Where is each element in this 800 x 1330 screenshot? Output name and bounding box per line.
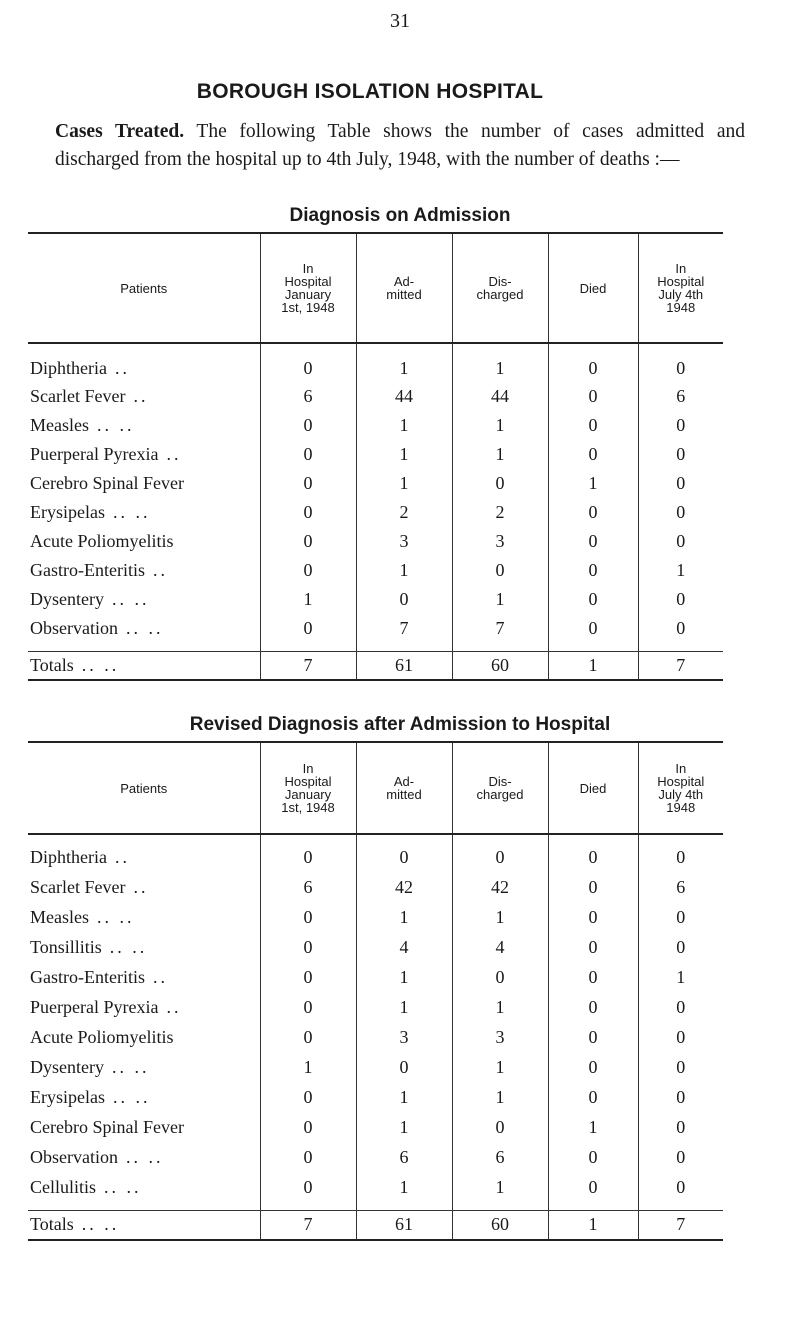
table-row: [28, 1022, 723, 1052]
cell-jan: 0: [260, 343, 356, 382]
cell-discharged: 60: [452, 651, 548, 680]
page-title: BOROUGH ISOLATION HOSPITAL: [196, 80, 544, 103]
patient-name: [28, 498, 260, 527]
spacer-cell: [452, 1202, 548, 1210]
patient-name: [28, 1142, 260, 1172]
cell-jul: 6: [638, 872, 723, 902]
cell-discharged: 1: [452, 585, 548, 614]
col-in-hospital-jan: In Hospital January 1st, 1948: [260, 233, 356, 343]
patient-name: [28, 411, 260, 440]
cell-jul: 1: [638, 962, 723, 992]
cell-discharged: 1: [452, 440, 548, 469]
totals-row: [28, 1210, 723, 1240]
cell-admitted: 1: [356, 411, 452, 440]
cell-discharged: 4: [452, 932, 548, 962]
leader-dots: ..: [114, 357, 130, 378]
cell-jan: 0: [260, 932, 356, 962]
leader-dots: .. ..: [96, 415, 135, 435]
name-text: Erysipelas: [30, 502, 105, 522]
cell-discharged: 44: [452, 382, 548, 411]
cell-discharged: 1: [452, 1172, 548, 1202]
name-text: Cerebro Spinal Fever: [30, 1116, 184, 1137]
col-discharged: Dis- charged: [452, 233, 548, 343]
intro-lead: Cases Treated.: [55, 121, 185, 142]
cell-jul: 0: [638, 834, 723, 872]
cell-jan: 0: [260, 440, 356, 469]
table-row: [28, 343, 723, 382]
table-row: [28, 498, 723, 527]
cell-discharged: 0: [452, 962, 548, 992]
patient-name: [28, 382, 260, 411]
cell-died: 1: [548, 1210, 638, 1240]
cell-admitted: 0: [356, 1052, 452, 1082]
patient-name: [28, 651, 260, 680]
name-text: Scarlet Fever: [30, 876, 126, 897]
col-admitted: Ad- mitted: [356, 233, 452, 343]
name-text: Gastro-Enteritis: [30, 966, 145, 987]
cell-died: 0: [548, 992, 638, 1022]
name-text: Cerebro Spinal Fever: [30, 473, 184, 493]
cell-discharged: 1: [452, 343, 548, 382]
cell-jan: 1: [260, 1052, 356, 1082]
cell-jan: 7: [260, 1210, 356, 1240]
cell-admitted: 1: [356, 1112, 452, 1142]
cell-discharged: 1: [452, 1082, 548, 1112]
cell-jan: 0: [260, 614, 356, 643]
cell-died: 1: [548, 469, 638, 498]
patient-name: [28, 1022, 260, 1052]
cell-discharged: 1: [452, 1052, 548, 1082]
cell-jan: 0: [260, 1022, 356, 1052]
cell-died: 0: [548, 343, 638, 382]
cell-died: 0: [548, 1172, 638, 1202]
cell-jul: 7: [638, 651, 723, 680]
cell-jul: 0: [638, 498, 723, 527]
table-row: [28, 1112, 723, 1142]
patient-name: [28, 992, 260, 1022]
cell-died: 0: [548, 1142, 638, 1172]
cell-discharged: 0: [452, 834, 548, 872]
patient-name: [28, 1112, 260, 1142]
table-row: [28, 411, 723, 440]
cell-jan: 0: [260, 498, 356, 527]
leader-dots: .. ..: [104, 1176, 142, 1197]
cell-admitted: 7: [356, 614, 452, 643]
cell-jan: 0: [260, 902, 356, 932]
table2-subtitle: Revised Diagnosis after Admission to Hospital: [189, 714, 611, 735]
table-row: [28, 872, 723, 902]
cell-discharged: 1: [452, 411, 548, 440]
name-text: Diphtheria: [30, 847, 107, 867]
table-row: [28, 585, 723, 614]
table-row: [28, 382, 723, 411]
leader-dots: .. ..: [81, 1214, 120, 1235]
cell-died: 0: [548, 902, 638, 932]
leader-dots: .. ..: [125, 618, 164, 638]
spacer-cell: [452, 643, 548, 651]
col-discharged: Dis- charged: [452, 742, 548, 834]
cell-discharged: 0: [452, 469, 548, 498]
spacer-cell: [638, 643, 723, 651]
cell-jul: 0: [638, 1112, 723, 1142]
col-in-hospital-jan: In Hospital January 1st, 1948: [260, 742, 356, 834]
col-patients: Patients: [28, 233, 260, 343]
spacer-cell: [356, 643, 452, 651]
cell-jul: 0: [638, 469, 723, 498]
table-row: [28, 992, 723, 1022]
cell-discharged: 1: [452, 902, 548, 932]
leader-dots: .. ..: [111, 1056, 150, 1077]
cell-died: 0: [548, 872, 638, 902]
cell-jul: 0: [638, 1142, 723, 1172]
name-text: Acute Poliomyelitis: [30, 1026, 174, 1047]
cell-jan: 0: [260, 834, 356, 872]
totals-row: [28, 651, 723, 680]
cell-jul: 7: [638, 1210, 723, 1240]
cell-jul: 0: [638, 1052, 723, 1082]
cell-admitted: 1: [356, 469, 452, 498]
spacer-cell: [548, 1202, 638, 1210]
cell-admitted: 1: [356, 440, 452, 469]
name-text: Tonsillitis: [30, 936, 102, 957]
patient-name: [28, 1210, 260, 1240]
table-row: [28, 1172, 723, 1202]
leader-dots: .. ..: [111, 589, 150, 609]
table-row: [28, 932, 723, 962]
cell-admitted: 1: [356, 962, 452, 992]
patient-name: [28, 556, 260, 585]
cell-jan: 0: [260, 411, 356, 440]
cell-jan: 1: [260, 585, 356, 614]
name-text: Measles: [30, 906, 89, 927]
cell-admitted: 42: [356, 872, 452, 902]
leader-dots: .. ..: [81, 654, 120, 675]
patient-name: [28, 614, 260, 643]
leader-dots: ..: [152, 966, 168, 987]
patient-name: [28, 834, 260, 872]
table-row: [28, 902, 723, 932]
page-number: 31: [390, 10, 410, 32]
leader-dots: .. ..: [125, 1146, 164, 1167]
leader-dots: ..: [133, 386, 149, 406]
patient-name: [28, 585, 260, 614]
patient-name: [28, 902, 260, 932]
name-text: Cellulitis: [30, 1176, 97, 1197]
cell-discharged: 0: [452, 1112, 548, 1142]
cell-jan: 0: [260, 962, 356, 992]
cell-jul: 6: [638, 382, 723, 411]
cell-died: 1: [548, 1112, 638, 1142]
leader-dots: ..: [114, 847, 130, 867]
cell-discharged: 2: [452, 498, 548, 527]
cell-died: 0: [548, 585, 638, 614]
patient-name: [28, 440, 260, 469]
spacer-row: [28, 643, 723, 651]
leader-dots: .. ..: [112, 502, 151, 522]
cell-jul: 0: [638, 1082, 723, 1112]
cell-died: 0: [548, 614, 638, 643]
cell-jan: 0: [260, 1142, 356, 1172]
name-text: Observation: [30, 618, 118, 638]
table-row: [28, 469, 723, 498]
cell-died: 0: [548, 411, 638, 440]
table1-subtitle: Diagnosis on Admission: [289, 205, 511, 226]
cell-jul: 0: [638, 343, 723, 382]
leader-dots: .. ..: [112, 1086, 151, 1107]
cell-died: 0: [548, 834, 638, 872]
spacer-cell: [260, 1202, 356, 1210]
cell-jan: 0: [260, 992, 356, 1022]
cell-admitted: 61: [356, 651, 452, 680]
leader-dots: ..: [133, 876, 149, 897]
cell-jan: 0: [260, 1112, 356, 1142]
cell-admitted: 6: [356, 1142, 452, 1172]
table-row: [28, 440, 723, 469]
name-text: Dysentery: [30, 589, 104, 609]
spacer-cell: [28, 1202, 260, 1210]
patient-name: [28, 1052, 260, 1082]
table-row: [28, 962, 723, 992]
cell-discharged: 7: [452, 614, 548, 643]
cell-discharged: 6: [452, 1142, 548, 1172]
table-row: [28, 527, 723, 556]
name-text: Puerperal Pyrexia: [30, 996, 159, 1017]
spacer-cell: [28, 643, 260, 651]
cell-admitted: 1: [356, 343, 452, 382]
col-died: Died: [548, 742, 638, 834]
cell-died: 0: [548, 527, 638, 556]
name-text: Totals: [30, 1214, 74, 1235]
cell-jul: 0: [638, 527, 723, 556]
name-text: Scarlet Fever: [30, 386, 126, 406]
table-row: [28, 834, 723, 872]
cell-jan: 0: [260, 556, 356, 585]
cell-jul: 0: [638, 440, 723, 469]
table-revised-diagnosis: [28, 741, 723, 1241]
name-text: Totals: [30, 654, 74, 675]
cell-jul: 0: [638, 411, 723, 440]
table-diagnosis-on-admission: [28, 232, 723, 681]
cell-died: 0: [548, 1022, 638, 1052]
cell-admitted: 3: [356, 1022, 452, 1052]
cell-discharged: 3: [452, 527, 548, 556]
cell-jul: 0: [638, 614, 723, 643]
cell-jan: 0: [260, 1082, 356, 1112]
cell-jul: 0: [638, 1022, 723, 1052]
cell-died: 0: [548, 962, 638, 992]
spacer-row: [28, 1202, 723, 1210]
cell-discharged: 0: [452, 556, 548, 585]
cell-jul: 0: [638, 902, 723, 932]
name-text: Erysipelas: [30, 1086, 105, 1107]
cell-jul: 1: [638, 556, 723, 585]
cell-admitted: 1: [356, 1082, 452, 1112]
cell-died: 0: [548, 382, 638, 411]
cell-died: 0: [548, 932, 638, 962]
name-text: Puerperal Pyrexia: [30, 444, 159, 464]
cell-jan: 0: [260, 469, 356, 498]
name-text: Dysentery: [30, 1056, 104, 1077]
table-row: [28, 1082, 723, 1112]
cell-died: 0: [548, 498, 638, 527]
patient-name: [28, 527, 260, 556]
cell-died: 0: [548, 1082, 638, 1112]
cell-admitted: 4: [356, 932, 452, 962]
col-died: Died: [548, 233, 638, 343]
cell-died: 0: [548, 440, 638, 469]
cell-admitted: 2: [356, 498, 452, 527]
spacer-cell: [638, 1202, 723, 1210]
name-text: Acute Poliomyelitis: [30, 531, 174, 551]
name-text: Diphtheria: [30, 357, 107, 378]
table-row: [28, 614, 723, 643]
leader-dots: ..: [152, 560, 168, 580]
intro-paragraph: [55, 118, 745, 174]
cell-discharged: 3: [452, 1022, 548, 1052]
intro-text: The following Table shows the number of cases admitted and discharged from the hospital up to 4th July, 1948, with the number of deaths :—: [55, 121, 745, 170]
table-row: [28, 1052, 723, 1082]
patient-name: [28, 962, 260, 992]
cell-jan: 6: [260, 382, 356, 411]
col-patients: Patients: [28, 742, 260, 834]
cell-jan: 7: [260, 651, 356, 680]
cell-admitted: 3: [356, 527, 452, 556]
leader-dots: ..: [166, 444, 182, 464]
cell-jul: 0: [638, 992, 723, 1022]
name-text: Gastro-Enteritis: [30, 560, 145, 580]
col-in-hospital-jul: In Hospital July 4th 1948: [638, 742, 723, 834]
cell-admitted: 1: [356, 556, 452, 585]
cell-admitted: 0: [356, 834, 452, 872]
cell-died: 1: [548, 651, 638, 680]
cell-jan: 0: [260, 1172, 356, 1202]
patient-name: [28, 872, 260, 902]
cell-admitted: 1: [356, 902, 452, 932]
cell-jan: 6: [260, 872, 356, 902]
cell-admitted: 44: [356, 382, 452, 411]
cell-jul: 0: [638, 932, 723, 962]
cell-discharged: 42: [452, 872, 548, 902]
cell-died: 0: [548, 1052, 638, 1082]
leader-dots: ..: [166, 996, 182, 1017]
col-admitted: Ad- mitted: [356, 742, 452, 834]
name-text: Observation: [30, 1146, 118, 1167]
col-in-hospital-jul: In Hospital July 4th 1948: [638, 233, 723, 343]
name-text: Measles: [30, 415, 89, 435]
cell-admitted: 0: [356, 585, 452, 614]
cell-died: 0: [548, 556, 638, 585]
spacer-cell: [260, 643, 356, 651]
leader-dots: .. ..: [109, 936, 148, 957]
patient-name: [28, 469, 260, 498]
cell-admitted: 1: [356, 1172, 452, 1202]
patient-name: [28, 1172, 260, 1202]
cell-admitted: 1: [356, 992, 452, 1022]
table-row: [28, 1142, 723, 1172]
cell-admitted: 61: [356, 1210, 452, 1240]
table-row: [28, 556, 723, 585]
cell-jul: 0: [638, 585, 723, 614]
cell-jan: 0: [260, 527, 356, 556]
leader-dots: .. ..: [96, 906, 135, 927]
cell-discharged: 60: [452, 1210, 548, 1240]
cell-jul: 0: [638, 1172, 723, 1202]
cell-discharged: 1: [452, 992, 548, 1022]
patient-name: [28, 1082, 260, 1112]
patient-name: [28, 343, 260, 382]
patient-name: [28, 932, 260, 962]
spacer-cell: [548, 643, 638, 651]
spacer-cell: [356, 1202, 452, 1210]
